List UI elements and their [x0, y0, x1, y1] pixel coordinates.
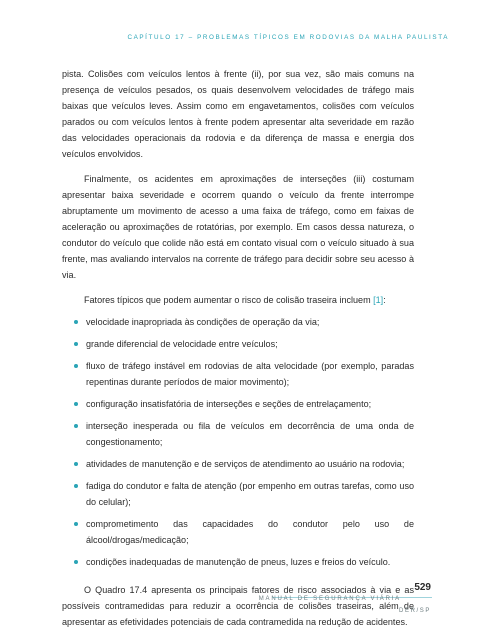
bullet-icon	[74, 402, 78, 406]
bullet-icon	[74, 484, 78, 488]
paragraph-3-end: :	[383, 295, 386, 305]
list-item-text: configuração insatisfatória de interseções e seções de entrelaçamento;	[86, 399, 372, 409]
bullet-icon	[74, 342, 78, 346]
list-item-text: interseção inesperada ou fila de veículos em decorrência de uma onda de congestionamento;	[86, 421, 414, 447]
list-item	[62, 554, 414, 570]
list-item	[62, 358, 414, 390]
bullet-icon	[74, 424, 78, 428]
chapter-header: CAPÍTULO 17 – PROBLEMAS TÍPICOS EM RODOVIAS DA MALHA PAULISTA	[127, 34, 449, 41]
list-item-text: velocidade inapropriada às condições de operação da via;	[86, 317, 320, 327]
footer-book-title: MANUAL DE SEGURANÇA VIÁRIA	[258, 596, 401, 602]
page-number: 529	[414, 582, 431, 593]
paragraph-4: O Quadro 17.4 apresenta os principais fatores de risco associados à via e as possíveis contramedidas para reduzir a ocorrência de colisões traseiras, além de apresentar as efetividades potenciais de cada contramedida na redução de acidentes.	[62, 585, 414, 627]
footer-organization: DER/SP	[399, 608, 431, 614]
bullet-icon	[74, 462, 78, 466]
list-item	[62, 418, 414, 450]
list-item	[62, 516, 414, 548]
risk-factor-list	[62, 314, 414, 570]
paragraph-2: Finalmente, os acidentes em aproximações de interseções (iii) costumam apresentar baixa severidade e ocorrem quando o veículo da frente interrompe abruptamente um movimento de acesso a uma faixa de tráfego, como em faixas de aceleração ou aproximações de rotatórias, por exemplo. Em casos dessa natureza, o condutor do veículo que colide não está em contato visual com o veículo situado à sua frente, mas avaliando intervalos na corrente de tráfego para decidir sobre seu acesso à via.	[62, 174, 414, 280]
paragraph-3-text: Fatores típicos que podem aumentar o risco de colisão traseira incluem	[84, 295, 374, 305]
bullet-icon	[74, 522, 78, 526]
list-item-text: atividades de manutenção e de serviços de atendimento ao usuário na rodovia;	[86, 459, 405, 469]
list-item-text: grande diferencial de velocidade entre veículos;	[86, 339, 278, 349]
list-item-text: fadiga do condutor e falta de atenção (por empenho em outras tarefas, como uso do celular);	[86, 481, 414, 507]
list-item	[62, 396, 414, 412]
paragraph-1: pista. Colisões com veículos lentos à frente (ii), por sua vez, são mais comuns na presença de veículos pesados, os quais desenvolvem velocidades de tráfego mais baixas que veículos leves. Assim como em engavetamentos, colisões com veículos parados ou com veículos lentos à frente podem apresentar alta severidade em razão das velocidades operacionais da rodovia e da diferença de massa e energia dos veículos envolvidos.	[62, 69, 414, 159]
list-item	[62, 336, 414, 352]
list-item-text: fluxo de tráfego instável em rodovias de alta velocidade (por exemplo, paradas repentinas durante períodos de maior movimento);	[86, 361, 414, 387]
list-item	[62, 478, 414, 510]
list-item	[62, 456, 414, 472]
list-item	[62, 314, 414, 330]
list-item-text: comprometimento das capacidades do condutor pelo uso de álcool/drogas/medicação;	[86, 519, 414, 545]
reference-link[interactable]: [1]	[373, 295, 384, 305]
paragraph-3	[62, 292, 414, 308]
list-item-text: condições inadequadas de manutenção de pneus, luzes e freios do veículo.	[86, 557, 391, 567]
bullet-icon	[74, 320, 78, 324]
body-text	[62, 66, 414, 630]
bullet-icon	[74, 364, 78, 368]
bullet-icon	[74, 560, 78, 564]
